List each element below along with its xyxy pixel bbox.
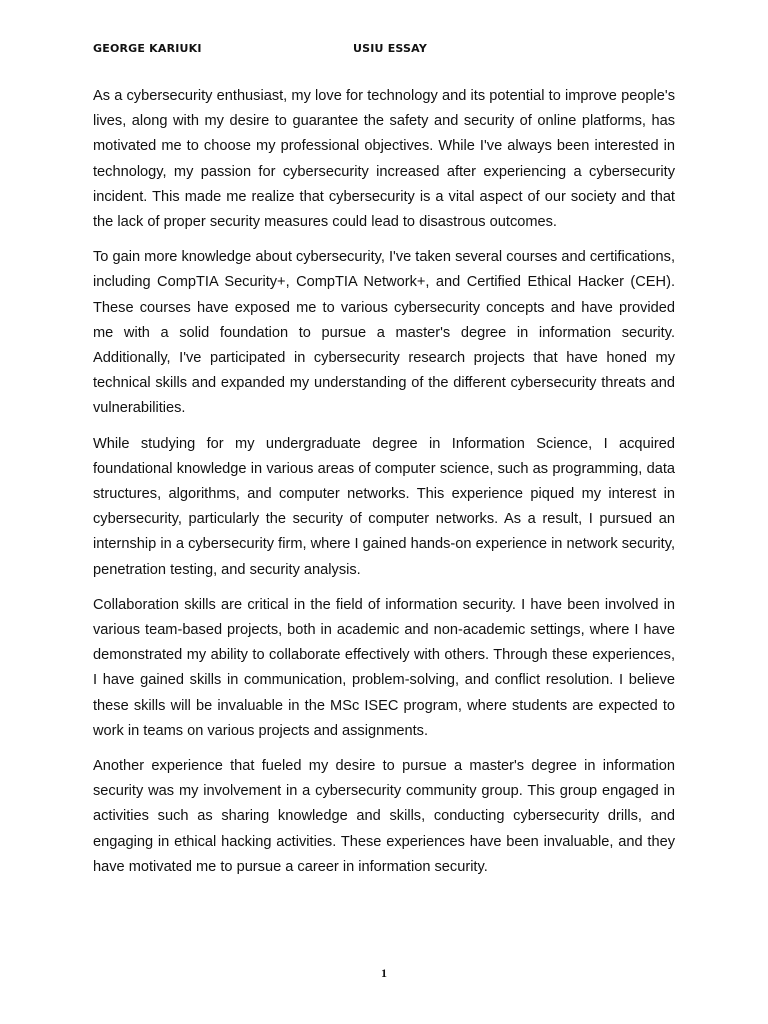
paragraph: While studying for my undergraduate degree in Information Science, I acquired foundational knowledge in various areas of computer science, such as programming, data structures, algorithms, and computer networks. This experience piqued my interest in cybersecurity, particularly the security of computer networks. As a result, I pursued an internship in a cybersecurity firm, where I gained hands-on experience in network security, penetration testing, and security analysis. xyxy=(93,435,675,578)
paragraph: Collaboration skills are critical in the field of information security. I have been involved in various team-based projects, both in academic and non-academic settings, where I have demonstrated my ability to collaborate effectively with others. Through these experiences, I have gained skills in communication, problem-solving, and conflict resolution. I believe these skills will be invaluable in the MSc ISEC program, where students are expected to work in teams on various projects and assignments. xyxy=(93,596,675,739)
paragraph: To gain more knowledge about cybersecurity, I've taken several courses and certifications, including CompTIA Security+, CompTIA Network+, and Certified Ethical Hacker (CEH). These courses have exposed me to various cybersecurity concepts and have provided me with a solid foundation to pursue a master's degree in information security. Additionally, I've participated in cybersecurity research projects that have honed my technical skills and expanded my understanding of the different cybersecurity threats and vulnerabilities. xyxy=(93,249,675,417)
paragraph: Another experience that fueled my desire to pursue a master's degree in information security was my involvement in a cybersecurity community group. This group engaged in activities such as sharing knowledge and skills, conducting cybersecurity drills, and engaging in ethical hacking activities. These experiences have been invaluable, and they have motivated me to pursue a career in information security. xyxy=(93,758,675,875)
page-number: 1 xyxy=(381,966,387,980)
header-author: GEORGE KARIUKI xyxy=(93,42,202,55)
essay-body xyxy=(93,84,675,890)
paragraph: As a cybersecurity enthusiast, my love for technology and its potential to improve people's lives, along with my desire to guarantee the safety and security of online platforms, has motivated me to choose my professional objectives. While I've always been interested in technology, my passion for cybersecurity increased after experiencing a cybersecurity incident. This made me realize that cybersecurity is a vital aspect of our society and that the lack of proper security measures could lead to disastrous outcomes. xyxy=(93,88,675,231)
header-title: USIU ESSAY xyxy=(353,42,427,55)
